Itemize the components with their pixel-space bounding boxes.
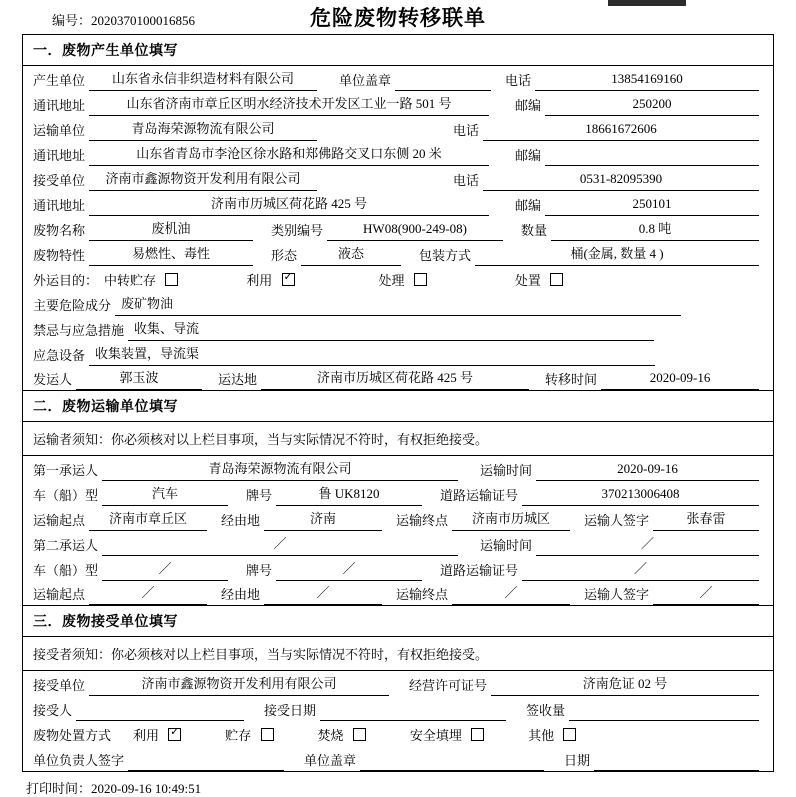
transporter-label: 运输单位 <box>33 123 86 138</box>
purpose-option-dispose-checkbox[interactable] <box>550 273 563 286</box>
taboo-value[interactable]: 收集、导流 <box>128 320 654 341</box>
taboo-label: 禁忌与应急措施 <box>33 323 125 338</box>
receiver-phone-value[interactable]: 0531-82095390 <box>483 170 759 191</box>
plate2-value[interactable]: ／ <box>276 560 422 581</box>
section-3-heading: 三．废物接受单位填写 <box>23 606 773 637</box>
receiver-address-value[interactable]: 济南市历城区荷花路 425 号 <box>89 195 489 216</box>
main-hazard-value[interactable]: 废矿物油 <box>115 295 681 316</box>
road-permit1-label: 道路运输证号 <box>440 488 519 503</box>
purpose-option-use-label: 利用 <box>246 273 273 288</box>
transfer-time-value[interactable]: 2020-09-16 <box>601 369 759 390</box>
waste-qty-value[interactable]: 0.8 吨 <box>551 220 759 241</box>
origin2-value[interactable]: ／ <box>89 584 207 605</box>
row-receiving-unit <box>23 671 773 696</box>
sign2-value[interactable]: ／ <box>653 584 759 605</box>
waste-feature-value[interactable]: 易燃性、毒性 <box>89 245 253 266</box>
plate1-label: 牌号 <box>246 488 273 503</box>
end1-label: 运输终点 <box>396 513 449 528</box>
row-carrier2 <box>23 531 773 556</box>
dispose-option-incineration-label: 焚烧 <box>317 728 344 743</box>
dispose-option-other-label: 其他 <box>528 728 555 743</box>
print-time <box>22 778 778 797</box>
transporter-value[interactable]: 青岛海荣源物流有限公司 <box>89 120 317 141</box>
dispose-option-storage-label: 贮存 <box>225 728 252 743</box>
receiving-date-value[interactable] <box>320 700 506 721</box>
destination-value[interactable]: 济南市历城区荷花路 425 号 <box>261 369 529 390</box>
section-2-heading: 二．废物运输单位填写 <box>23 391 773 422</box>
origin1-label: 运输起点 <box>33 513 86 528</box>
via2-value[interactable]: ／ <box>264 584 382 605</box>
dispose-option-landfill-checkbox[interactable] <box>471 728 484 741</box>
main-hazard-label: 主要危险成分 <box>33 298 112 313</box>
vehicle1-value[interactable]: 汽车 <box>102 485 228 506</box>
sign2-label: 运输人签字 <box>584 587 650 602</box>
producer-zip-value[interactable]: 250200 <box>545 95 759 116</box>
row-receiver <box>23 166 773 191</box>
dispose-option-landfill-label: 安全填埋 <box>409 728 462 743</box>
receiving-person-label: 接受人 <box>33 703 73 718</box>
transporter-zip-value[interactable] <box>545 145 759 166</box>
receiver-blank-value <box>343 171 439 191</box>
dispose-option-other[interactable] <box>528 725 576 746</box>
transfer-time-label: 转移时间 <box>545 372 598 387</box>
destination-label: 运达地 <box>218 372 258 387</box>
print-time-value: 2020-09-16 10:49:51 <box>91 781 202 796</box>
waste-name-value[interactable]: 废机油 <box>89 220 253 241</box>
transporter-address-value[interactable]: 山东省青岛市李沧区徐水路和郑佛路交叉口东侧 20 米 <box>89 145 489 166</box>
purpose-option-transfer-storage-label: 中转贮存 <box>104 273 157 288</box>
transporter-address-label: 通讯地址 <box>33 148 86 163</box>
transfer-form-table <box>22 34 774 772</box>
road-permit2-label: 道路运输证号 <box>440 563 519 578</box>
dispose-option-incineration[interactable] <box>318 725 366 746</box>
vehicle2-label: 车（船）型 <box>33 563 99 578</box>
row-carrier1 <box>23 456 773 481</box>
waste-pack-label: 包装方式 <box>419 248 472 263</box>
dispose-option-incineration-checkbox[interactable] <box>353 728 366 741</box>
producer-stamp-label: 单位盖章 <box>339 73 392 88</box>
row-main-hazard <box>23 291 773 316</box>
equipment-value[interactable]: 收集装置，导流渠 <box>89 345 655 366</box>
receiver-value[interactable]: 济南市鑫源物资开发利用有限公司 <box>89 170 317 191</box>
row-transporter <box>23 116 773 141</box>
origin2-label: 运输起点 <box>33 587 86 602</box>
dispose-option-use[interactable] <box>133 725 181 746</box>
dispose-option-use-checkbox[interactable] <box>168 728 181 741</box>
road-permit2-value[interactable]: ／ <box>522 560 759 581</box>
purpose-option-treat-label: 处理 <box>378 273 405 288</box>
receiver-label: 接受单位 <box>33 173 86 188</box>
purpose-option-use-checkbox[interactable] <box>282 273 295 286</box>
section-2-notice: 运输者须知：你必须核对以上栏目事项，当与实际情况不符时，有权拒绝接受。 <box>23 422 773 456</box>
waste-pack-value[interactable]: 桶(金属, 数量 4 ) <box>475 245 759 266</box>
purpose-option-transfer-storage-checkbox[interactable] <box>165 273 178 286</box>
page-title: 危险废物转移联单 <box>310 6 486 30</box>
transporter-phone-label: 电话 <box>453 123 480 138</box>
purpose-option-dispose[interactable] <box>515 270 563 291</box>
producer-phone-value[interactable]: 13854169160 <box>535 70 759 91</box>
carrier1-time-value[interactable]: 2020-09-16 <box>536 460 759 481</box>
final-date-label: 日期 <box>564 753 591 768</box>
sender-label: 发运人 <box>33 372 73 387</box>
purpose-option-transfer-storage[interactable] <box>104 270 178 291</box>
charge-signature-label: 单位负责人签字 <box>33 753 125 768</box>
document-number-value: 2020370100016856 <box>91 13 196 28</box>
row-receiver-address <box>23 191 773 216</box>
carrier1-label: 第一承运人 <box>33 463 99 478</box>
sign1-value[interactable]: 张春雷 <box>653 510 759 531</box>
row-equipment <box>23 341 773 366</box>
producer-value[interactable]: 山东省永信非织造材料有限公司 <box>89 70 317 91</box>
equipment-label: 应急设备 <box>33 348 86 363</box>
row-purpose <box>23 266 773 291</box>
signed-qty-label: 签收量 <box>526 703 566 718</box>
unit-stamp-label: 单位盖章 <box>304 753 357 768</box>
purpose-option-treat[interactable] <box>379 270 427 291</box>
sign1-label: 运输人签字 <box>584 513 650 528</box>
vehicle2-value[interactable]: ／ <box>102 560 228 581</box>
carrier2-value[interactable]: ／ <box>102 535 458 556</box>
permit-label: 经营许可证号 <box>409 678 488 693</box>
purpose-label: 外运目的： <box>33 273 99 288</box>
row-dispose-method <box>23 721 773 746</box>
vehicle1-label: 车（船）型 <box>33 488 99 503</box>
dispose-option-other-checkbox[interactable] <box>563 728 576 741</box>
waste-qty-label: 数量 <box>521 223 548 238</box>
receiving-unit-value[interactable]: 济南市鑫源物资开发利用有限公司 <box>89 675 389 696</box>
signed-qty-value[interactable] <box>569 700 759 721</box>
waste-form-label: 形态 <box>271 248 298 263</box>
waste-form-value[interactable]: 液态 <box>301 245 401 266</box>
row-vehicle1 <box>23 481 773 506</box>
section-1-heading: 一．废物产生单位填写 <box>23 35 773 66</box>
producer-stamp-value[interactable] <box>395 70 491 91</box>
transporter-blank-value <box>343 121 439 141</box>
end1-value[interactable]: 济南市历城区 <box>452 510 570 531</box>
row-taboo <box>23 316 773 341</box>
via2-label: 经由地 <box>221 587 261 602</box>
sender-value[interactable]: 郭玉波 <box>76 369 202 390</box>
producer-address-label: 通讯地址 <box>33 98 86 113</box>
end2-value[interactable]: ／ <box>452 584 570 605</box>
waste-feature-label: 废物特性 <box>33 248 86 263</box>
document-number-label: 编号： <box>52 13 92 28</box>
receiver-zip-label: 邮编 <box>515 198 542 213</box>
receiving-unit-label: 接受单位 <box>33 678 86 693</box>
dispose-method-label: 废物处置方式 <box>33 728 112 743</box>
row-route1 <box>23 506 773 531</box>
row-vehicle2 <box>23 556 773 581</box>
producer-zip-label: 邮编 <box>515 98 542 113</box>
row-charge-signature <box>23 746 773 771</box>
via1-label: 经由地 <box>221 513 261 528</box>
via1-value[interactable]: 济南 <box>264 510 382 531</box>
dispose-option-storage[interactable] <box>225 725 273 746</box>
row-route2 <box>23 581 773 606</box>
dispose-option-landfill[interactable] <box>410 725 484 746</box>
purpose-option-dispose-label: 处置 <box>514 273 541 288</box>
end2-label: 运输终点 <box>396 587 449 602</box>
purpose-option-treat-checkbox[interactable] <box>414 273 427 286</box>
transporter-zip-label: 邮编 <box>515 148 542 163</box>
carrier2-label: 第二承运人 <box>33 538 99 553</box>
receiving-person-value[interactable] <box>76 700 244 721</box>
row-waste-name <box>23 216 773 241</box>
carrier1-time-label: 运输时间 <box>480 463 533 478</box>
row-producer <box>23 66 773 91</box>
producer-label: 产生单位 <box>33 73 86 88</box>
row-transporter-address <box>23 141 773 166</box>
receiver-address-label: 通讯地址 <box>33 198 86 213</box>
permit-value[interactable]: 济南危证 02 号 <box>491 675 759 696</box>
producer-address-value[interactable]: 山东省济南市章丘区明水经济技术开发区工业一路 501 号 <box>89 95 489 116</box>
receiver-phone-label: 电话 <box>453 173 480 188</box>
print-time-label: 打印时间： <box>26 781 92 796</box>
road-permit1-value[interactable]: 370213006408 <box>522 485 759 506</box>
carrier2-time-label: 运输时间 <box>480 538 533 553</box>
origin1-value[interactable]: 济南市章丘区 <box>89 510 207 531</box>
carrier2-time-value[interactable]: ／ <box>536 535 759 556</box>
row-waste-feature <box>23 241 773 266</box>
receiving-date-label: 接受日期 <box>264 703 317 718</box>
row-receiving-person <box>23 696 773 721</box>
purpose-option-use[interactable] <box>246 270 294 291</box>
transporter-phone-value[interactable]: 18661672606 <box>483 120 759 141</box>
carrier1-value[interactable]: 青岛海荣源物流有限公司 <box>102 460 458 481</box>
plate2-label: 牌号 <box>246 563 273 578</box>
dispose-option-storage-checkbox[interactable] <box>261 728 274 741</box>
section-3-notice: 接受者须知：你必须核对以上栏目事项，当与实际情况不符时，有权拒绝接受。 <box>23 637 773 671</box>
document-header <box>22 0 774 34</box>
waste-category-value[interactable]: HW08(900-249-08) <box>327 220 503 241</box>
plate1-value[interactable]: 鲁 UK8120 <box>276 485 422 506</box>
row-sender <box>23 366 773 391</box>
row-producer-address <box>23 91 773 116</box>
waste-category-label: 类别编号 <box>271 223 324 238</box>
waste-name-label: 废物名称 <box>33 223 86 238</box>
producer-phone-label: 电话 <box>505 73 532 88</box>
dispose-option-use-label: 利用 <box>133 728 160 743</box>
receiver-zip-value[interactable]: 250101 <box>545 195 759 216</box>
